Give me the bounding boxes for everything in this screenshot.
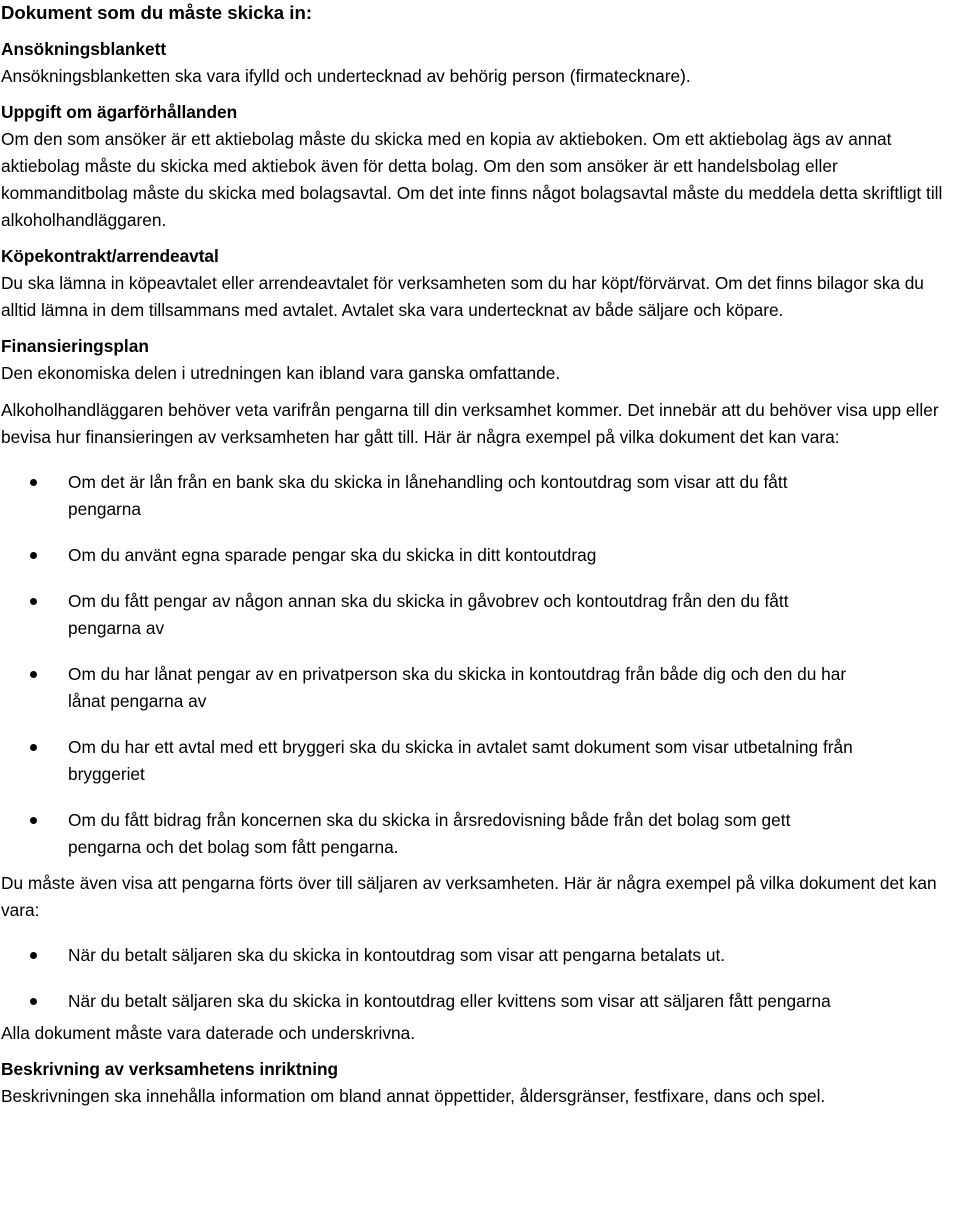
list-item xyxy=(68,542,858,569)
section-text: Alla dokument måste vara daterade och underskrivna. xyxy=(1,1023,416,1043)
list-item-text: Om du fått pengar av någon annan ska du skicka in gåvobrev och kontoutdrag från den du fått pengarna av xyxy=(68,591,789,638)
list-item xyxy=(68,988,858,1015)
bullet-list xyxy=(1,942,960,1015)
bullet-icon xyxy=(30,998,37,1005)
bullet-icon xyxy=(30,552,37,559)
list-item xyxy=(68,588,858,642)
section-heading: Köpekontrakt/arrendeavtal xyxy=(1,246,219,266)
list-item xyxy=(68,469,858,523)
list-item xyxy=(68,807,858,861)
section-ownership xyxy=(1,99,960,234)
list-item-text: När du betalt säljaren ska du skicka in kontoutdrag som visar att pengarna betalats ut. xyxy=(68,945,726,965)
list-item-text: Om det är lån från en bank ska du skicka in lånehandling och kontoutdrag som visar att du fått pengarna xyxy=(68,472,788,519)
section-heading: Beskrivning av verksamhetens inriktning xyxy=(1,1059,339,1079)
section-text: Du måste även visa att pengarna förts över till säljaren av verksamheten. Här är några exempel på vilka dokument det kan vara: xyxy=(1,873,937,920)
document-title: Dokument som du måste skicka in: xyxy=(1,2,313,23)
list-item-text: Om du har lånat pengar av en privatperson ska du skicka in kontoutdrag från både dig och den du har lånat pengarna av xyxy=(68,664,847,711)
bullet-icon xyxy=(30,598,37,605)
bullet-icon xyxy=(30,671,37,678)
section-text: Om den som ansöker är ett aktiebolag måste du skicka med en kopia av aktieboken. Om ett aktiebolag ägs av annat aktiebolag måste du skicka med aktiebok även för detta bolag. Om den som ansöker är ett handelsbolag eller kommanditbolag måste du skicka med bolagsavtal. Om det inte finns något bolagsavtal måste du meddela detta skriftligt till alkoholhandläggaren. xyxy=(1,129,943,230)
section-heading: Ansökningsblankett xyxy=(1,39,167,59)
list-item-text: När du betalt säljaren ska du skicka in kontoutdrag eller kvittens som visar att säljaren fått pengarna xyxy=(68,991,831,1011)
section-heading: Finansieringsplan xyxy=(1,336,149,356)
bullet-icon xyxy=(30,479,37,486)
list-item xyxy=(68,734,858,788)
bullet-icon xyxy=(30,817,37,824)
section-application-form xyxy=(1,36,960,90)
section-financing-plan xyxy=(1,333,960,1047)
bullet-list xyxy=(1,469,960,861)
section-business-description xyxy=(1,1056,960,1110)
section-text: Alkoholhandläggaren behöver veta varifrån pengarna till din verksamhet kommer. Det innebär att du behöver visa upp eller bevisa hur finansieringen av verksamheten har gått till. Här är några exempel på vilka dokument det kan vara: xyxy=(1,400,939,447)
list-item-text: Om du använt egna sparade pengar ska du skicka in ditt kontoutdrag xyxy=(68,545,597,565)
section-text: Du ska lämna in köpeavtalet eller arrendeavtalet för verksamheten som du har köpt/förvärvat. Om det finns bilagor ska du alltid lämna in dem tillsammans med avtalet. Avtalet ska vara undertecknat av både säljare och köpare. xyxy=(1,273,924,320)
section-text: Beskrivningen ska innehålla information om bland annat öppettider, åldersgränser, festfixare, dans och spel. xyxy=(1,1086,826,1106)
list-item xyxy=(68,942,858,969)
section-heading: Uppgift om ägarförhållanden xyxy=(1,102,238,122)
section-text: Den ekonomiska delen i utredningen kan ibland vara ganska omfattande. xyxy=(1,363,561,383)
list-item-text: Om du fått bidrag från koncernen ska du skicka in årsredovisning både från det bolag som gett pengarna och det bolag som fått pengarna. xyxy=(68,810,791,857)
bullet-icon xyxy=(30,952,37,959)
list-item xyxy=(68,661,858,715)
list-item-text: Om du har ett avtal med ett bryggeri ska du skicka in avtalet samt dokument som visar utbetalning från bryggeriet xyxy=(68,737,853,784)
bullet-icon xyxy=(30,744,37,751)
section-purchase-contract xyxy=(1,243,960,324)
section-text: Ansökningsblanketten ska vara ifylld och undertecknad av behörig person (firmatecknare). xyxy=(1,66,691,86)
